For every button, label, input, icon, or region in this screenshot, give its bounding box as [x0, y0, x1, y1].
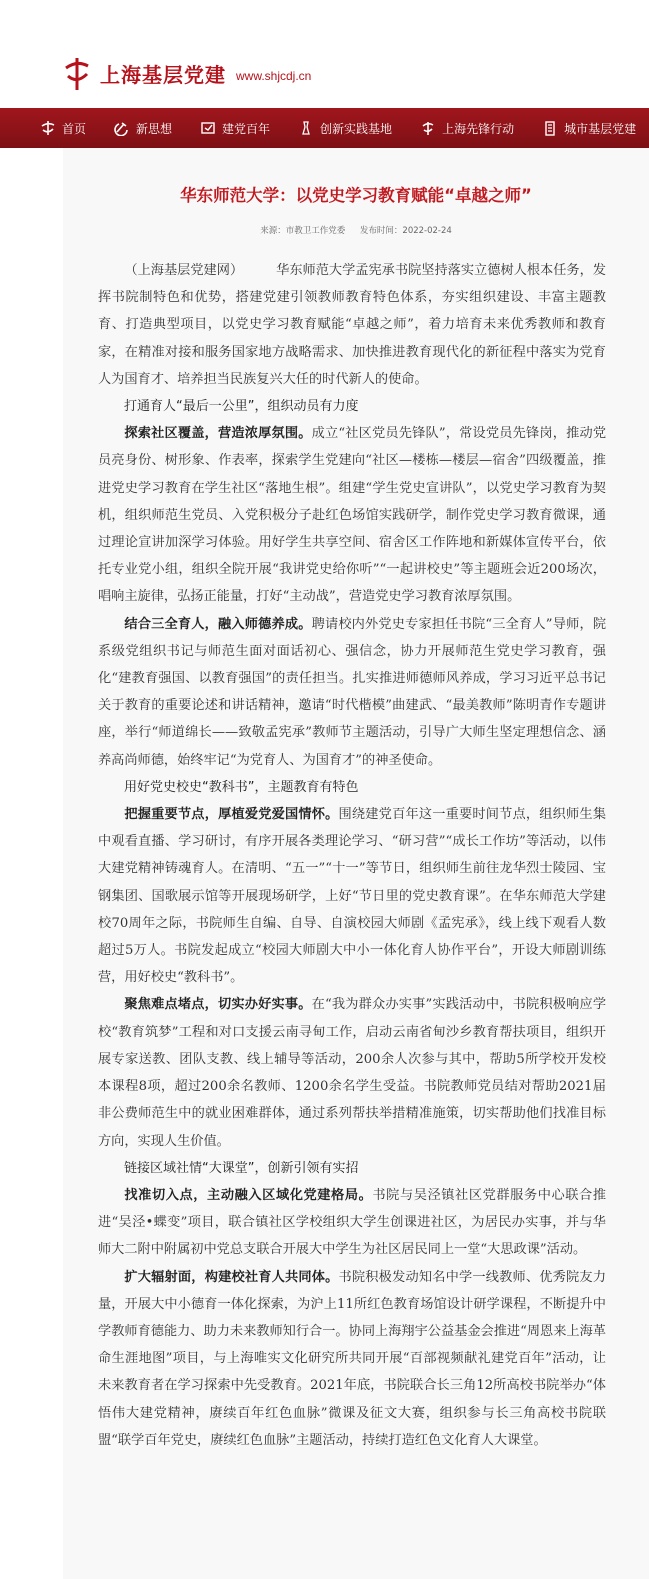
paragraph-lead: 聚焦难点堵点，切实办好实事。 — [124, 997, 312, 1013]
paragraph-lead: 扩大辐射面，构建校社育人共同体。 — [124, 1269, 339, 1285]
section-heading: 打通育人“最后一公里”，组织动员有力度 — [124, 399, 359, 415]
body-paragraph — [98, 420, 606, 610]
paragraph-text: 聘请校内外党史专家担任书院“三全育人”导师，院系级党组织书记与师范生面对面话初心、强信念，协力开展师范生党史学习教育，强化“建教育强国、以教育强国”的责任担当。扎实推进师德师风养成，学习习近平总书记关于教育的重要论述和讲话精神，邀请“时代楷模”曲建武、“最美教师”陈明青作专题讲座，举行“师道绵长——致敬孟宪承”教师节主题活动，引导广大师生坚定理想信念、涵养高尚师德，始终牢记“为党育人、为国育才”的神圣使命。 — [98, 616, 607, 768]
article-meta — [63, 224, 649, 236]
paragraph-lead: 探索社区覆盖，营造浓厚氛围。 — [124, 426, 312, 442]
section-heading: 链接区域社情“大课堂”，创新引领有实招 — [124, 1160, 359, 1176]
home-logo-icon — [40, 120, 56, 136]
body-paragraph — [98, 1182, 606, 1264]
site-logo[interactable] — [62, 54, 311, 92]
article-date: 发布时间：2022-02-24 — [359, 226, 452, 236]
paragraph-lead: 结合三全育人，融入师德养成。 — [124, 616, 312, 632]
site-url: www.shjcdj.cn — [236, 69, 312, 83]
hammer-sickle-icon — [114, 120, 130, 136]
paragraph-lead: 把握重要节点，厚植爱党爱国情怀。 — [124, 807, 339, 823]
nav-label: 建党百年 — [222, 121, 271, 136]
nav-item-innovation-base[interactable] — [298, 120, 392, 137]
nav-item-new-thought[interactable] — [114, 120, 172, 137]
nav-label: 首页 — [62, 121, 87, 136]
nav-label: 城市基层党建 — [564, 121, 637, 136]
flag-icon — [420, 120, 436, 136]
intro-paragraph: （上海基层党建网） 华东师范大学孟宪承书院坚持落实立德树人根本任务，发挥书院制特色和优势，搭建党建引领教师教育特色体系，夯实组织建设、丰富主题教育、打造典型项目，以党史学习教育赋能“卓越之师”，着力培育未来优秀教师和教育家，在精准对接和服务国家地方战略需求、加快推进教育现代化的新征程中落实为党育人为国育才、培养担当民族复兴大任的时代新人的使命。 — [98, 263, 606, 387]
paragraph-text: 围绕建党百年这一重要时间节点，组织师生集中观看直播、学习研讨，有序开展各类理论学习、“研习营”“成长工作坊”等活动，以伟大建党精神铸魂育人。在清明、“五一”“十一”等节日，组织师生前往龙华烈士陵园、宝钢集团、国歌展示馆等开展现场研学，上好“节日里的党史教育课”。在华东师范大学建校70周年之际，书院师生自编、自导、自演校园大师剧《孟宪承》，线上线下观看人数超过5万人。书院发起成立“校园大师剧大中小一体化育人协作平台”，开设大师剧训练营，用好校史“教科书”。 — [98, 807, 607, 986]
article-body — [98, 257, 606, 1454]
paragraph-text: 书院积极发动知名中学一线教师、优秀院友力量，开展大中小德育一体化探索，为沪上11所红色教育场馆设计研学课程，不断提升中学教师育德能力、助力未来教师知行合一。协同上海翔宇公益基金会推进“周恩来上海革命生涯地图”项目，与上海唯实文化研究所共同开展“百部视频献礼建党百年”活动，让未来教育者在学习探索中先受教育。2021年底，书院联合长三角12所高校书院举办“体悟伟大建党精神，赓续百年红色血脉”微课及征文大赛，组织参与长三角高校书院联盟“联学百年党史，赓续红色血脉”主题活动，持续打造红色文化育人大课堂。 — [98, 1269, 607, 1448]
nav-label: 上海先锋行动 — [442, 121, 515, 136]
paragraph-text: 书院与吴泾镇社区党群服务中心联合推进“吴泾•蝶变”项目，联合镇社区学校组织大学生创课进社区，为居民办实事，并与华师大二附中附属初中党总支联合开展大中学生为社区居民同上一堂“大思政课”活动。 — [98, 1187, 607, 1258]
body-paragraph — [98, 1264, 606, 1454]
body-paragraph — [98, 991, 606, 1154]
paragraph-text: 成立“社区党员先锋队”，常设党员先锋岗，推动党员亮身份、树形象、作表率，探索学生党建向“社区—楼栋—楼层—宿舍”四级覆盖，推进党史学习教育在学生社区“落地生根”。组建“学生党史宣讲队”，以党史学习教育为契机，组织师范生党员、入党积极分子赴红色场馆实践研学，制作党史学习教育微课，通过理论宣讲加深学习体验。用好学生共享空间、宿舍区工作阵地和新媒体宣传平台，依托专业党小组，组织全院开展“我讲党史给你听”“一起讲校史”等主题班会近200场次，唱响主旋律，弘扬正能量，打好“主动战”，营造党史学习教育浓厚氛围。 — [98, 426, 607, 605]
book-icon — [200, 120, 216, 136]
paragraph-text: 在“我为群众办实事”实践活动中，书院积极响应学校“教育筑梦”工程和对口支援云南寻甸工作，启动云南省甸沙乡教育帮扶项目，组织开展专家送教、团队支教、线上辅导等活动，200余人次参与其中，帮助5所学校开发校本课程8项，超过200余名教师、1200余名学生受益。书院教师党员结对帮助2021届非公费师范生中的就业困难群体，通过系列帮扶举措精准施策，切实帮助他们找准目标方向，实现人生价值。 — [98, 997, 607, 1149]
party-logo-icon — [62, 54, 92, 92]
section-heading: 用好党史校史“教科书”，主题教育有特色 — [124, 779, 359, 795]
site-name: 上海基层党建 — [100, 62, 226, 87]
site-header — [0, 0, 649, 108]
building-icon — [542, 120, 558, 136]
body-paragraph — [98, 801, 606, 991]
article-container — [63, 148, 649, 1579]
main-nav — [0, 108, 649, 148]
nav-item-urban-party[interactable] — [542, 120, 636, 137]
nav-item-home[interactable] — [40, 120, 86, 137]
torch-icon — [298, 120, 314, 136]
article-source: 来源：市教卫工作党委 — [260, 226, 346, 236]
article-title: 华东师范大学：以党史学习教育赋能“卓越之师” — [180, 186, 532, 205]
paragraph-lead: 找准切入点，主动融入区域化党建格局。 — [124, 1187, 373, 1203]
nav-label: 新思想 — [136, 121, 173, 136]
nav-item-centenary[interactable] — [200, 120, 270, 137]
body-paragraph — [98, 611, 606, 774]
nav-item-pioneer-action[interactable] — [420, 120, 514, 137]
nav-label: 创新实践基地 — [320, 121, 393, 136]
